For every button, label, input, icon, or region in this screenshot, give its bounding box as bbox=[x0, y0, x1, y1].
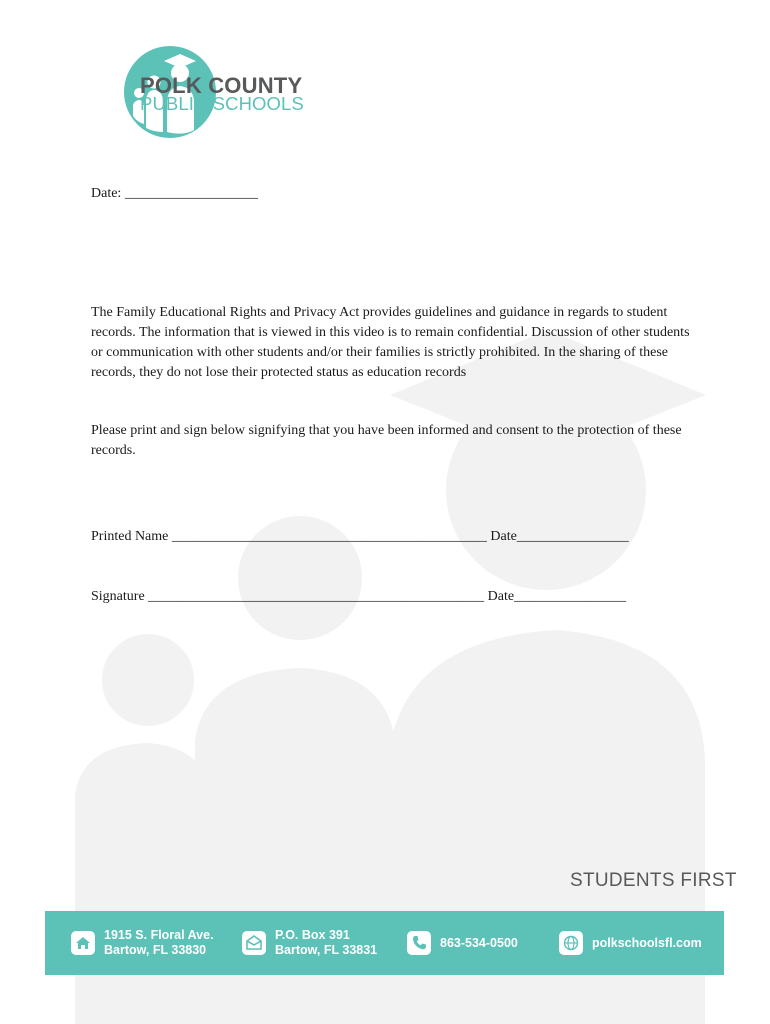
pobox-line-2: Bartow, FL 33831 bbox=[275, 943, 378, 957]
footer-pobox bbox=[242, 911, 377, 975]
website-link[interactable]: polkschoolsfl.com bbox=[592, 935, 702, 950]
globe-icon bbox=[559, 931, 583, 955]
pobox-line-1: P.O. Box 391 bbox=[275, 928, 350, 942]
mail-icon bbox=[242, 931, 266, 955]
footer-address bbox=[71, 911, 214, 975]
address-line-2: Bartow, FL 33830 bbox=[104, 943, 207, 957]
logo-title: POLK COUNTY bbox=[140, 73, 303, 98]
phone-icon bbox=[407, 931, 431, 955]
phone-number[interactable]: 863-534-0500 bbox=[440, 935, 518, 950]
footer-phone bbox=[407, 911, 518, 975]
ferpa-paragraph: The Family Educational Rights and Privacy Act provides guidelines and guidance in regards to student records. The information that is viewed in this video is to remain confidential. Discussion of other students or communication with other students and/or their families is strictly prohibited. In the sharing of these records, they do not lose their protected status as education records bbox=[91, 305, 690, 380]
printed-name-field[interactable]: Printed Name _____________________________________________ Date________________ bbox=[91, 529, 629, 544]
address-line-1: 1915 S. Floral Ave. bbox=[104, 928, 214, 942]
home-icon bbox=[71, 931, 95, 955]
date-field[interactable]: Date: ___________________ bbox=[91, 186, 258, 201]
signature-field[interactable]: Signature ________________________________________________ Date________________ bbox=[91, 589, 627, 604]
footer-bar bbox=[45, 911, 724, 975]
consent-paragraph: Please print and sign below signifying that you have been informed and consent to the protection of these records. bbox=[91, 423, 682, 458]
logo-subtitle: PUBLIC SCHOOLS bbox=[140, 93, 304, 114]
footer-website bbox=[559, 911, 702, 975]
tagline: STUDENTS FIRST bbox=[570, 870, 737, 891]
